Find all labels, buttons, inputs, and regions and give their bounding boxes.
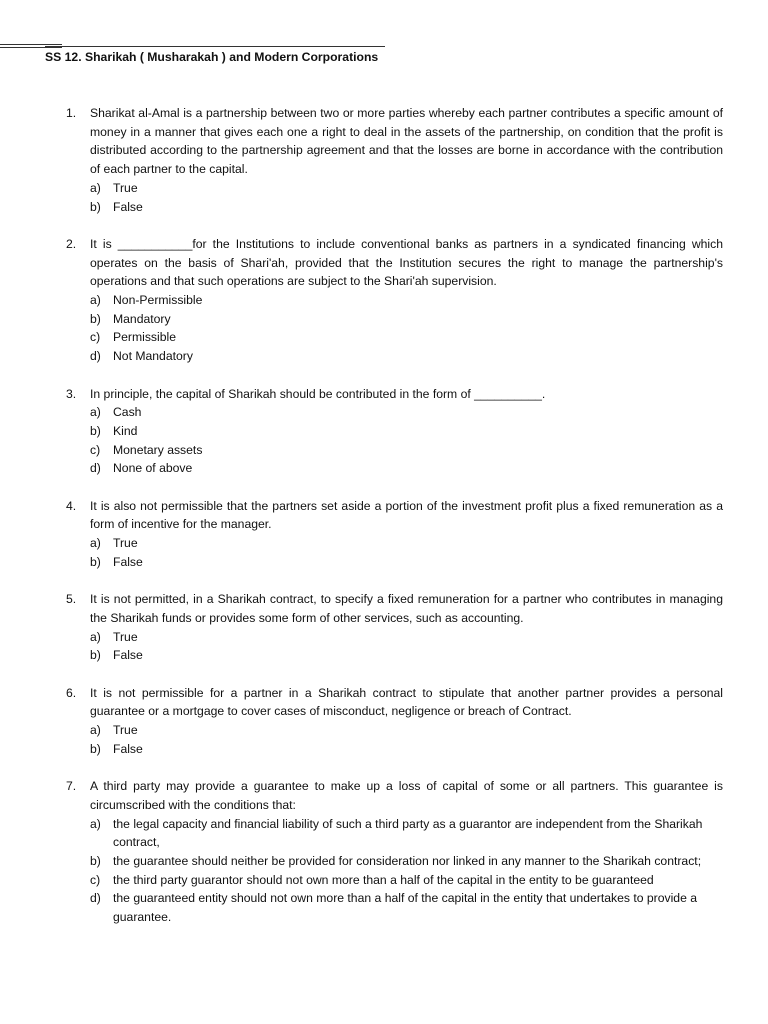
option-letter: a) <box>90 405 101 420</box>
question-7 <box>66 777 723 927</box>
question-number: 5. <box>66 592 77 607</box>
question-text: A third party may provide a guarantee to make up a loss of capital of some or all partners. This guarantee is circumscribed with the conditions that: <box>90 779 723 812</box>
option-letter: b) <box>90 741 101 756</box>
page-title: SS 12. Sharikah ( Musharakah ) and Modern Corporations <box>45 46 385 67</box>
question-text: It is not permissible for a partner in a Sharikah contract to stipulate that another partner provides a personal guarantee or a mortgage to cover cases of misconduct, negligence or breach of Contract. <box>90 685 723 719</box>
option-letter: b) <box>90 854 101 869</box>
option-text: Cash <box>113 405 142 420</box>
answer-option <box>90 198 723 217</box>
answer-option <box>90 889 723 926</box>
option-letter: a) <box>90 180 101 195</box>
option-list <box>90 403 723 478</box>
answer-option <box>90 441 723 460</box>
question-text: It is not permitted, in a Sharikah contract, to specify a fixed remuneration for a partner who contributes in managing the Sharikah funds or provides some form of other services, such as accounting. <box>90 592 723 625</box>
question-text: Sharikat al-Amal is a partnership between two or more parties whereby each partner contributes a specific amount of money in a manner that gives each one a right to deal in the assets of the partnership, on condition that the profit is distributed according to the partnership agreement and that the losses are borne in accordance with the contribution of each partner to the capital. <box>90 106 723 177</box>
question-number: 7. <box>66 779 77 794</box>
question-number: 3. <box>66 386 77 401</box>
option-letter: a) <box>90 723 101 738</box>
option-list <box>90 534 723 571</box>
answer-option <box>90 179 723 198</box>
question-number: 4. <box>66 498 77 513</box>
answer-option <box>90 628 723 647</box>
option-text: Kind <box>113 423 138 438</box>
option-text: Non-Permissible <box>113 293 203 308</box>
answer-option <box>90 871 723 890</box>
option-text: the guaranteed entity should not own more than a half of the capital in the entity that undertakes to provide a guarantee. <box>113 891 698 925</box>
option-text: Monetary assets <box>113 442 203 457</box>
option-text: True <box>113 629 138 644</box>
option-letter: c) <box>90 442 101 457</box>
question-text: It is also not permissible that the partners set aside a portion of the investment profit plus a fixed remuneration as a form of incentive for the manager. <box>90 498 723 532</box>
answer-option <box>90 534 723 553</box>
answer-option <box>90 852 723 871</box>
option-text: the legal capacity and financial liability of such a third party as a guarantor are independent from the Sharikah contract, <box>113 816 703 850</box>
option-text: False <box>113 554 143 569</box>
question-number: 1. <box>66 106 77 120</box>
option-text: False <box>113 648 143 663</box>
option-letter: a) <box>90 629 101 644</box>
option-text: Permissible <box>113 330 176 345</box>
question-list <box>66 104 723 946</box>
option-list <box>90 179 723 216</box>
option-text: True <box>113 723 138 738</box>
option-letter: c) <box>90 330 101 345</box>
option-text: the third party guarantor should not own more than a half of the capital in the entity to be guaranteed <box>113 872 654 887</box>
answer-option <box>90 815 723 852</box>
answer-option <box>90 403 723 422</box>
answer-option <box>90 721 723 740</box>
option-list <box>90 291 723 366</box>
question-text: It is ___________for the Institutions to include conventional banks as partners in a syndicated financing which operates on the basis of Shari'ah, provided that the Institution secures the right to manage the partnership's operations and that such operations are subject to the Shari'ah supervision. <box>90 236 723 289</box>
answer-option <box>90 328 723 347</box>
option-text: the guarantee should neither be provided for consideration nor linked in any manner to the Sharikah contract; <box>113 854 702 869</box>
question-number: 6. <box>66 685 77 700</box>
question-2 <box>66 235 723 366</box>
option-letter: b) <box>90 554 101 569</box>
question-3 <box>66 385 723 479</box>
answer-option <box>90 646 723 665</box>
option-list <box>90 721 723 758</box>
question-number: 2. <box>66 236 77 251</box>
question-6 <box>66 684 723 759</box>
option-letter: d) <box>90 461 101 476</box>
option-letter: a) <box>90 536 101 551</box>
answer-option <box>90 291 723 310</box>
option-letter: a) <box>90 293 101 308</box>
question-text: In principle, the capital of Sharikah should be contributed in the form of __________. <box>90 386 546 401</box>
option-letter: d) <box>90 349 101 364</box>
option-text: False <box>113 199 143 214</box>
option-text: True <box>113 180 138 195</box>
option-text: True <box>113 536 138 551</box>
option-letter: a) <box>90 816 101 831</box>
question-1 <box>66 104 723 216</box>
option-text: Not Mandatory <box>113 349 193 364</box>
option-letter: b) <box>90 423 101 438</box>
answer-option <box>90 347 723 366</box>
option-list <box>90 628 723 665</box>
option-letter: b) <box>90 199 101 214</box>
answer-option <box>90 310 723 329</box>
option-letter: b) <box>90 648 101 663</box>
option-text: None of above <box>113 461 193 476</box>
option-text: Mandatory <box>113 311 171 326</box>
option-list <box>90 815 723 927</box>
option-text: False <box>113 741 143 756</box>
question-4 <box>66 497 723 572</box>
answer-option <box>90 553 723 572</box>
answer-option <box>90 422 723 441</box>
option-letter: d) <box>90 891 101 906</box>
answer-option <box>90 459 723 478</box>
answer-option <box>90 740 723 759</box>
option-letter: b) <box>90 311 101 326</box>
option-letter: c) <box>90 872 101 887</box>
question-5 <box>66 590 723 665</box>
